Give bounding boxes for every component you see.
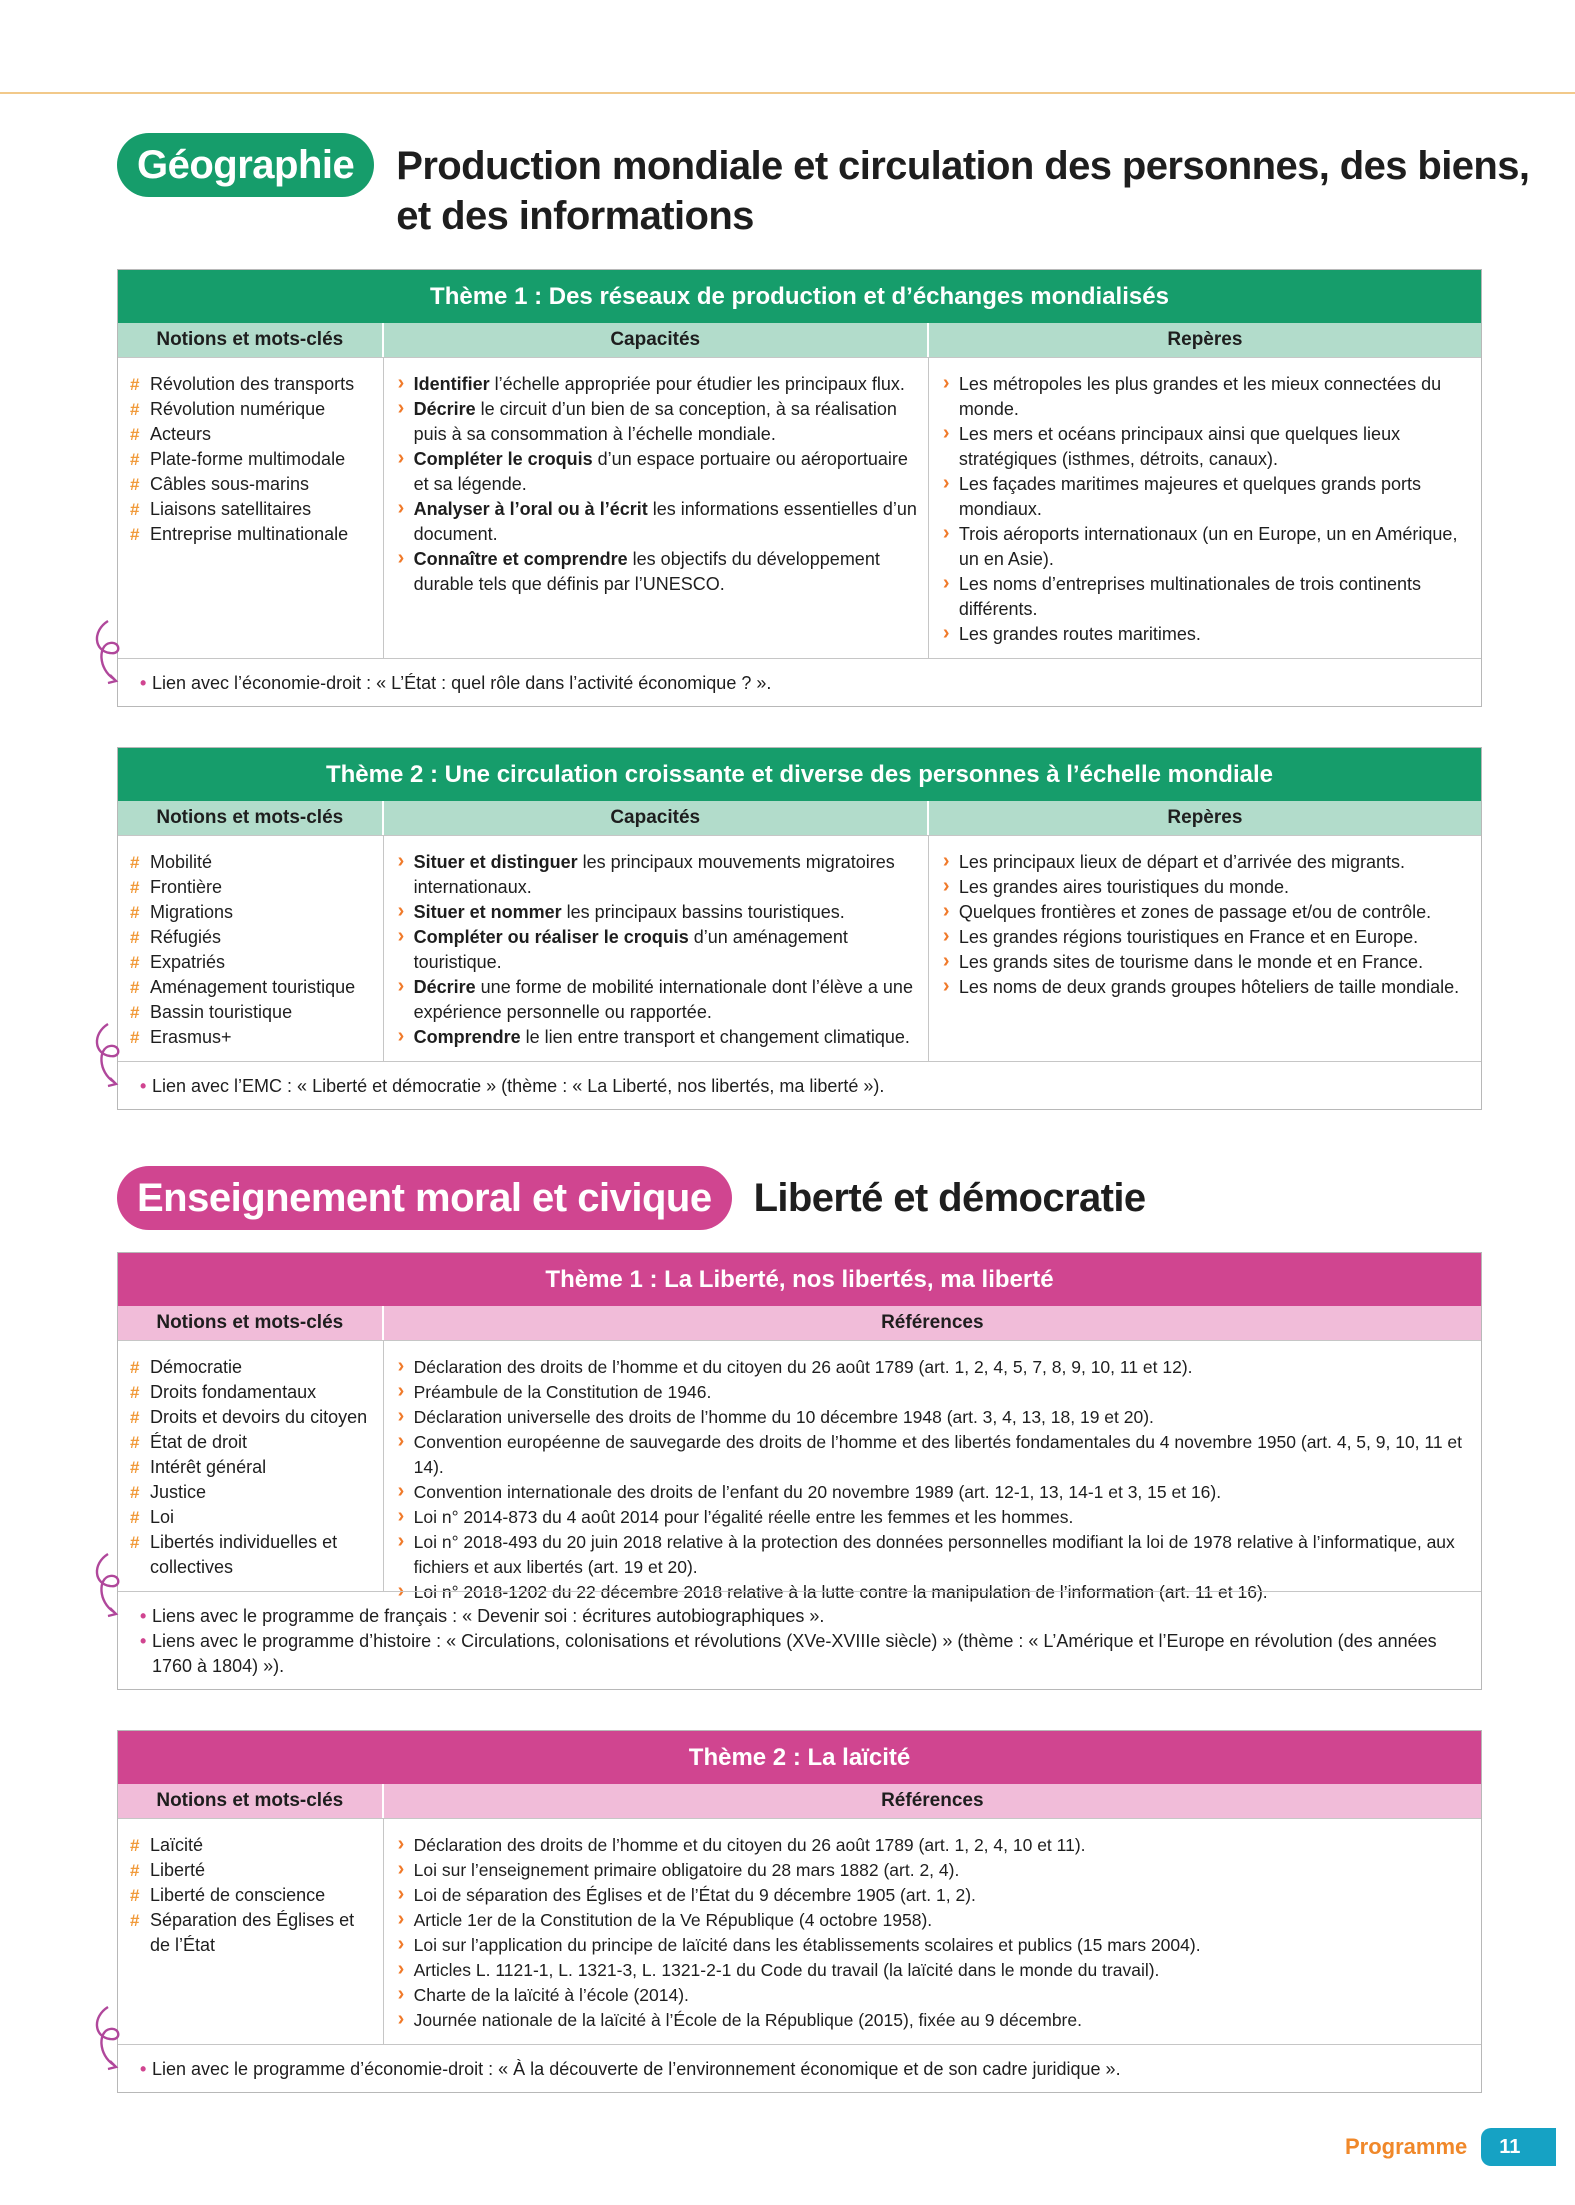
capacite-verb: Situer et distinguer <box>413 852 578 872</box>
geo-theme2-title: Thème 2 : Une circulation croissante et diverse des personnes à l’échelle mondiale <box>118 748 1481 801</box>
link-item-list <box>140 1074 1471 1099</box>
col-reperes: Repères <box>929 323 1481 357</box>
geo-theme1-body <box>118 357 1481 658</box>
col-notions: Notions et mots-clés <box>118 1306 384 1340</box>
capacite-item-list <box>396 372 918 597</box>
capacite-item: › Compléter le croquis d’un espace portuaire ou aéroportuaire et sa légende. <box>396 447 918 497</box>
swirl-decoration-icon <box>88 2003 128 2073</box>
capacite-item: › Situer et nommer les principaux bassins touristiques. <box>396 900 918 925</box>
capacite-item: › Comprendre le lien entre transport et changement climatique. <box>396 1025 918 1050</box>
col-notions: Notions et mots-clés <box>118 801 384 835</box>
keyword-item: # Câbles sous-marins <box>130 472 373 497</box>
reperes-cell <box>929 358 1481 658</box>
keyword-item-list <box>130 1355 373 1580</box>
reference-item: › Convention européenne de sauvegarde des droits de l’homme et des libertés fondamentales du 4 novembre 1950 (art. 4, 5, 9, 10, 11 et 14). <box>396 1430 1471 1480</box>
emc-theme2-table <box>117 1730 1482 2093</box>
reference-item: › Loi n° 2014-873 du 4 août 2014 pour l’égalité réelle entre les femmes et les hommes. <box>396 1505 1471 1530</box>
keyword-item: # Laïcité <box>130 1833 373 1858</box>
link-item-list <box>140 1604 1471 1679</box>
keyword-item-list <box>130 372 373 547</box>
keywords-cell <box>118 836 384 1061</box>
keyword-item: # Acteurs <box>130 422 373 447</box>
capacite-item: › Identifier l’échelle appropriée pour étudier les principaux flux. <box>396 372 918 397</box>
col-reperes: Repères <box>929 801 1481 835</box>
keyword-item: # Séparation des Églises et de l’État <box>130 1908 373 1958</box>
keyword-item: # Aménagement touristique <box>130 975 373 1000</box>
reference-item-list <box>396 1355 1471 1605</box>
geo-theme1-col-headers <box>118 323 1481 357</box>
reference-item: › Journée nationale de la laïcité à l’École de la République (2015), fixée au 9 décembre. <box>396 2008 1471 2033</box>
capacite-verb: Identifier <box>413 374 490 394</box>
keyword-item: # Migrations <box>130 900 373 925</box>
keyword-item: # Intérêt général <box>130 1455 373 1480</box>
references-cell <box>384 1341 1481 1602</box>
capacite-verb: Comprendre <box>413 1027 521 1047</box>
page-number: 11 <box>1481 2128 1556 2166</box>
keyword-item: # Expatriés <box>130 950 373 975</box>
capacite-verb: Analyser à l’oral ou à l’écrit <box>413 499 648 519</box>
reference-item: › Déclaration des droits de l’homme et du citoyen du 26 août 1789 (art. 1, 2, 4, 5, 7, 8, 9, 10, 11 et 12). <box>396 1355 1471 1380</box>
references-cell <box>384 1819 1481 2044</box>
repere-item: › Les grandes aires touristiques du monde. <box>941 875 1471 900</box>
keyword-item: # Loi <box>130 1505 373 1530</box>
keyword-item: # Réfugiés <box>130 925 373 950</box>
repere-item: › Les principaux lieux de départ et d’arrivée des migrants. <box>941 850 1471 875</box>
emc-theme2-title: Thème 2 : La laïcité <box>118 1731 1481 1784</box>
capacite-item: › Analyser à l’oral ou à l’écrit les informations essentielles d’un document. <box>396 497 918 547</box>
keyword-item: # Bassin touristique <box>130 1000 373 1025</box>
capacite-verb: Connaître et comprendre <box>413 549 628 569</box>
repere-item: › Les métropoles les plus grandes et les mieux connectées du monde. <box>941 372 1471 422</box>
geography-title-line1: Production mondiale et circulation des personnes, des biens, <box>396 144 1530 188</box>
geography-badge: Géographie <box>117 133 374 197</box>
reference-item: › Article 1er de la Constitution de la Ve République (4 octobre 1958). <box>396 1908 1471 1933</box>
repere-item: › Quelques frontières et zones de passage et/ou de contrôle. <box>941 900 1471 925</box>
emc-theme1-table <box>117 1252 1482 1690</box>
capacite-item: › Situer et distinguer les principaux mouvements migratoires internationaux. <box>396 850 918 900</box>
keyword-item: # Révolution des transports <box>130 372 373 397</box>
page-footer <box>1345 2128 1556 2166</box>
repere-item: › Les mers et océans principaux ainsi que quelques lieux stratégiques (isthmes, détroits, canaux). <box>941 422 1471 472</box>
keyword-item: # État de droit <box>130 1430 373 1455</box>
capacite-item: › Décrire le circuit d’un bien de sa conception, à sa réalisation puis à sa consommation à l’échelle mondiale. <box>396 397 918 447</box>
emc-badge: Enseignement moral et civique <box>117 1166 732 1230</box>
geo-theme2-body <box>118 835 1481 1061</box>
emc-theme2-col-headers <box>118 1784 1481 1818</box>
geo-theme1-table <box>117 269 1482 707</box>
reference-item: › Loi sur l’enseignement primaire obligatoire du 28 mars 1882 (art. 2, 4). <box>396 1858 1471 1883</box>
keyword-item: # Libertés individuelles et collectives <box>130 1530 373 1580</box>
keyword-item: # Justice <box>130 1480 373 1505</box>
emc-theme1-body <box>118 1340 1481 1602</box>
repere-item: › Les noms d’entreprises multinationales de trois continents différents. <box>941 572 1471 622</box>
keyword-item: # Mobilité <box>130 850 373 875</box>
capacite-item: › Décrire une forme de mobilité internationale dont l’élève a une expérience personnelle ou rapportée. <box>396 975 918 1025</box>
capacite-verb: Compléter ou réaliser le croquis <box>413 927 689 947</box>
emc-theme2-body <box>118 1818 1481 2044</box>
reference-item: › Loi sur l’application du principe de laïcité dans les établissements scolaires et publics (15 mars 2004). <box>396 1933 1471 1958</box>
link-item: • Lien avec l’économie-droit : « L’État : quel rôle dans l’activité économique ? ». <box>140 671 1471 696</box>
footer-label: Programme <box>1345 2134 1468 2159</box>
capacite-verb: Décrire <box>413 977 476 997</box>
swirl-decoration-icon <box>88 1550 128 1620</box>
capacites-cell <box>384 358 929 658</box>
repere-item: › Les noms de deux grands groupes hôteliers de taille mondiale. <box>941 975 1471 1000</box>
keyword-item-list <box>130 850 373 1050</box>
link-item-list <box>140 2057 1471 2082</box>
capacite-item: › Compléter ou réaliser le croquis d’un aménagement touristique. <box>396 925 918 975</box>
keyword-item: # Démocratie <box>130 1355 373 1380</box>
col-capacites: Capacités <box>384 801 929 835</box>
emc-theme2-links <box>118 2044 1481 2092</box>
reference-item: › Loi de séparation des Églises et de l’État du 9 décembre 1905 (art. 1, 2). <box>396 1883 1471 1908</box>
reference-item: › Charte de la laïcité à l’école (2014). <box>396 1983 1471 2008</box>
keyword-item: # Liberté de conscience <box>130 1883 373 1908</box>
geo-theme2-links <box>118 1061 1481 1109</box>
capacite-item: › Connaître et comprendre les objectifs du développement durable tels que définis par l’UNESCO. <box>396 547 918 597</box>
keyword-item: # Entreprise multinationale <box>130 522 373 547</box>
capacite-verb: Situer et nommer <box>413 902 562 922</box>
capacite-item-list <box>396 850 918 1050</box>
reference-item: › Déclaration universelle des droits de l’homme du 10 décembre 1948 (art. 3, 4, 13, 18, 19 et 20). <box>396 1405 1471 1430</box>
repere-item: › Les façades maritimes majeures et quelques grands ports mondiaux. <box>941 472 1471 522</box>
emc-title: Liberté et démocratie <box>753 1176 1146 1220</box>
capacites-cell <box>384 836 929 1061</box>
keyword-item: # Révolution numérique <box>130 397 373 422</box>
link-item: • Liens avec le programme de français : « Devenir soi : écritures autobiographiques ». <box>140 1604 1471 1629</box>
keyword-item: # Plate-forme multimodale <box>130 447 373 472</box>
reference-item: › Articles L. 1121-1, L. 1321-3, L. 1321-2-1 du Code du travail (la laïcité dans le monde du travail). <box>396 1958 1471 1983</box>
link-item: • Lien avec le programme d’économie-droit : « À la découverte de l’environnement économique et de son cadre juridique ». <box>140 2057 1471 2082</box>
geography-title <box>396 141 1529 241</box>
col-notions: Notions et mots-clés <box>118 1784 384 1818</box>
swirl-decoration-icon <box>88 1020 128 1090</box>
geo-theme1-links <box>118 658 1481 706</box>
repere-item: › Trois aéroports internationaux (un en Europe, un en Amérique, un en Asie). <box>941 522 1471 572</box>
keyword-item: # Liberté <box>130 1858 373 1883</box>
link-item: • Liens avec le programme d’histoire : « Circulations, colonisations et révolutions (XVe-XVIIIe siècle) » (thème : « L’Amérique et l’Europe en révolution (des années 1760 à 1804) »). <box>140 1629 1471 1679</box>
emc-theme1-links <box>118 1591 1481 1689</box>
reference-item: › Convention internationale des droits de l’enfant du 20 novembre 1989 (art. 12-1, 13, 14-1 et 3, 15 et 16). <box>396 1480 1471 1505</box>
keyword-item-list <box>130 1833 373 1958</box>
reference-item: › Préambule de la Constitution de 1946. <box>396 1380 1471 1405</box>
repere-item-list <box>941 372 1471 647</box>
geography-heading <box>117 133 1529 241</box>
keyword-item: # Droits fondamentaux <box>130 1380 373 1405</box>
link-item: • Lien avec l’EMC : « Liberté et démocratie » (thème : « La Liberté, nos libertés, ma liberté »). <box>140 1074 1471 1099</box>
keywords-cell <box>118 358 384 658</box>
reference-item: › Déclaration des droits de l’homme et du citoyen du 26 août 1789 (art. 1, 2, 4, 10 et 11). <box>396 1833 1471 1858</box>
geo-theme2-table <box>117 747 1482 1110</box>
reference-item: › Loi n° 2018-1202 du 22 décembre 2018 relative à la lutte contre la manipulation de l’information (art. 11 et 16). <box>396 1580 1471 1605</box>
keywords-cell <box>118 1819 384 2044</box>
col-references: Références <box>384 1306 1481 1340</box>
emc-theme1-title: Thème 1 : La Liberté, nos libertés, ma liberté <box>118 1253 1481 1306</box>
keyword-item: # Droits et devoirs du citoyen <box>130 1405 373 1430</box>
swirl-decoration-icon <box>88 617 128 687</box>
capacite-verb: Décrire <box>413 399 476 419</box>
col-notions: Notions et mots-clés <box>118 323 384 357</box>
repere-item: › Les grandes routes maritimes. <box>941 622 1471 647</box>
repere-item: › Les grands sites de tourisme dans le monde et en France. <box>941 950 1471 975</box>
keyword-item: # Frontière <box>130 875 373 900</box>
col-references: Références <box>384 1784 1481 1818</box>
repere-item-list <box>941 850 1471 1000</box>
keyword-item: # Liaisons satellitaires <box>130 497 373 522</box>
top-rule <box>0 92 1575 94</box>
geo-theme1-title: Thème 1 : Des réseaux de production et d’échanges mondialisés <box>118 270 1481 323</box>
link-item-list <box>140 671 1471 696</box>
geography-title-line2: et des informations <box>396 194 754 238</box>
reference-item-list <box>396 1833 1471 2033</box>
col-capacites: Capacités <box>384 323 929 357</box>
keyword-item: # Erasmus+ <box>130 1025 373 1050</box>
reperes-cell <box>929 836 1481 1061</box>
keywords-cell <box>118 1341 384 1591</box>
geo-theme2-col-headers <box>118 801 1481 835</box>
repere-item: › Les grandes régions touristiques en France et en Europe. <box>941 925 1471 950</box>
reference-item: › Loi n° 2018-493 du 20 juin 2018 relative à la protection des données personnelles modifiant la loi de 1978 relative à l’informatique, aux fichiers et aux libertés (art. 19 et 20). <box>396 1530 1471 1580</box>
capacite-verb: Compléter le croquis <box>413 449 593 469</box>
emc-theme1-col-headers <box>118 1306 1481 1340</box>
emc-heading <box>117 1166 1146 1230</box>
